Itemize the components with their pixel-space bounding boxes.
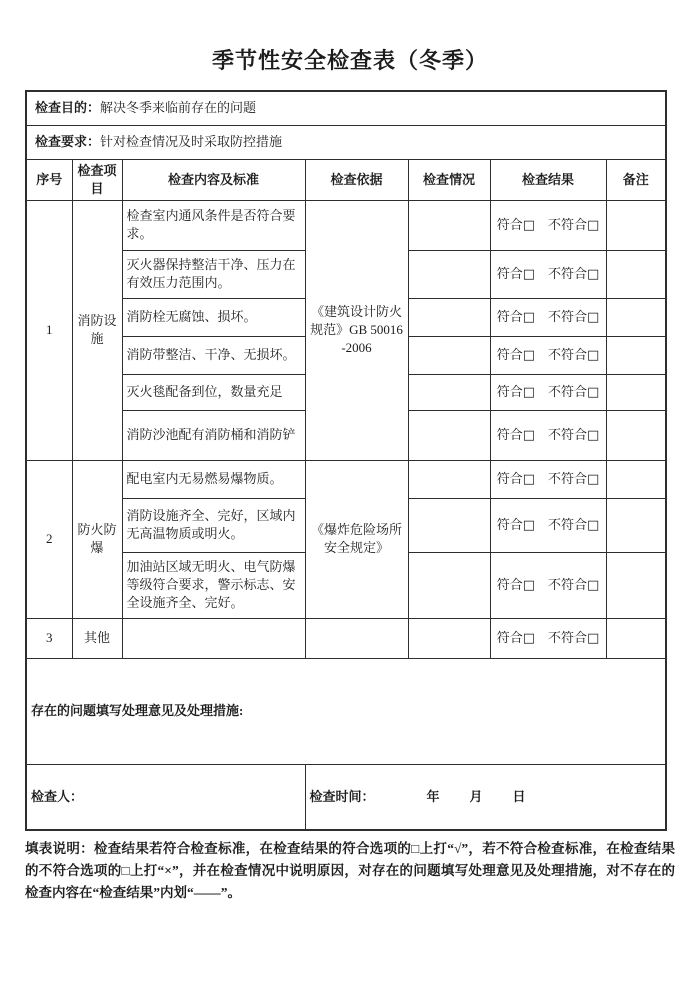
remark-cell [606, 336, 666, 374]
page-title: 季节性安全检查表（冬季） [211, 48, 488, 73]
table-row [26, 618, 666, 658]
comply-checkbox: □ [522, 577, 535, 593]
result-cell [490, 374, 606, 410]
comply-checkbox: □ [522, 630, 535, 646]
comply-label: 符合 [496, 383, 523, 399]
situation-cell [408, 250, 490, 298]
comply-checkbox: □ [522, 384, 535, 400]
comply-label: 符合 [496, 265, 523, 281]
remark-cell [606, 200, 666, 250]
situation-cell [408, 410, 490, 460]
not-comply-label: 不符合 [548, 426, 588, 442]
group-serial: 1 [26, 200, 72, 460]
table-row [26, 460, 666, 498]
not-comply-label: 不符合 [548, 516, 588, 532]
comply-label: 符合 [496, 576, 523, 592]
purpose-cell [26, 91, 666, 125]
not-comply-label: 不符合 [548, 308, 588, 324]
col-header-result: 检查结果 [490, 159, 606, 200]
result-cell [490, 498, 606, 552]
header-row [26, 159, 666, 200]
comply-label: 符合 [496, 629, 523, 645]
not-comply-label: 不符合 [548, 265, 588, 281]
situation-cell [408, 374, 490, 410]
inspector-label: 检查人： [31, 788, 84, 804]
situation-cell [408, 200, 490, 250]
comply-label: 符合 [496, 426, 523, 442]
comply-label: 符合 [496, 216, 523, 232]
content-cell: 检查室内通风条件是否符合要求。 [122, 200, 305, 250]
not-comply-checkbox: □ [587, 384, 600, 400]
comply-checkbox: □ [522, 471, 535, 487]
comply-checkbox: □ [522, 217, 535, 233]
col-header-item: 检查项目 [72, 159, 122, 200]
comply-checkbox: □ [522, 347, 535, 363]
group-item: 防火防爆 [72, 460, 122, 618]
situation-cell [408, 552, 490, 618]
not-comply-label: 不符合 [548, 629, 588, 645]
issues-row [26, 658, 666, 764]
not-comply-checkbox: □ [587, 517, 600, 533]
result-cell [490, 200, 606, 250]
remark-cell [606, 618, 666, 658]
col-header-remark: 备注 [606, 159, 666, 200]
remark-cell [606, 410, 666, 460]
inspector-cell [26, 764, 305, 830]
comply-label: 符合 [496, 470, 523, 486]
situation-cell [408, 618, 490, 658]
requirement-value: 针对检查情况及时采取防控措施 [100, 134, 283, 149]
comply-checkbox: □ [522, 427, 535, 443]
issues-cell: 存在的问题填写处理意见及处理措施: [26, 658, 666, 764]
inspection-time-cell [305, 764, 666, 830]
purpose-label: 检查目的： [35, 100, 101, 116]
month-label: 月 [469, 788, 483, 804]
result-cell [490, 250, 606, 298]
result-cell [490, 298, 606, 336]
comply-checkbox: □ [522, 266, 535, 282]
situation-cell [408, 498, 490, 552]
content-cell: 灭火毯配备到位，数量充足 [122, 374, 305, 410]
result-cell [490, 460, 606, 498]
fill-instructions: 填表说明：检查结果若符合检查标准，在检查结果的符合选项的□上打“√”，若不符合检查标准，在检查结果的不符合选项的□上打“×”，并在检查情况中说明原因，对存在的问题填写处理意见及处理措施，对不存在的检查内容在“检查结果”内划“——”。 [25, 841, 675, 900]
result-cell [490, 552, 606, 618]
time-label: 检查时间： [309, 788, 375, 804]
not-comply-label: 不符合 [548, 576, 588, 592]
not-comply-checkbox: □ [587, 427, 600, 443]
not-comply-checkbox: □ [587, 217, 600, 233]
not-comply-checkbox: □ [587, 266, 600, 282]
not-comply-checkbox: □ [587, 577, 600, 593]
table-row [26, 200, 666, 250]
not-comply-label: 不符合 [548, 470, 588, 486]
col-header-basis: 检查依据 [305, 159, 408, 200]
purpose-row [26, 91, 666, 125]
basis-cell: 《爆炸危险场所安全规定》 [305, 460, 408, 618]
requirement-row [26, 125, 666, 159]
situation-cell [408, 460, 490, 498]
remark-cell [606, 552, 666, 618]
not-comply-checkbox: □ [587, 630, 600, 646]
purpose-value: 解决冬季来临前存在的问题 [100, 100, 257, 116]
basis-cell [305, 618, 408, 658]
content-cell: 灭火器保持整洁干净、压力在有效压力范围内。 [122, 250, 305, 298]
remark-cell [606, 298, 666, 336]
basis-cell: 《建筑设计防火规范》GB 50016-2006 [305, 200, 408, 460]
comply-label: 符合 [496, 516, 523, 532]
remark-cell [606, 374, 666, 410]
group-serial: 2 [26, 460, 72, 618]
situation-cell [408, 336, 490, 374]
remark-cell [606, 250, 666, 298]
group-item: 其他 [72, 618, 122, 658]
result-cell [490, 410, 606, 460]
content-cell: 消防沙池配有消防桶和消防铲 [122, 410, 305, 460]
not-comply-checkbox: □ [587, 347, 600, 363]
content-cell: 消防栓无腐蚀、损坏。 [122, 298, 305, 336]
content-cell: 消防设施齐全、完好，区域内无高温物质或明火。 [122, 498, 305, 552]
comply-label: 符合 [496, 308, 523, 324]
situation-cell [408, 298, 490, 336]
comply-checkbox: □ [522, 309, 535, 325]
not-comply-checkbox: □ [587, 309, 600, 325]
not-comply-label: 不符合 [548, 216, 588, 232]
col-header-content: 检查内容及标准 [122, 159, 305, 200]
not-comply-label: 不符合 [548, 383, 588, 399]
content-cell [122, 618, 305, 658]
content-cell: 消防带整洁、干净、无损坏。 [122, 336, 305, 374]
day-label: 日 [512, 788, 526, 804]
signature-row [26, 764, 666, 830]
result-cell [490, 618, 606, 658]
group-serial: 3 [26, 618, 72, 658]
requirement-cell [26, 125, 666, 159]
col-header-serial: 序号 [26, 159, 72, 200]
not-comply-label: 不符合 [548, 346, 588, 362]
result-cell [490, 336, 606, 374]
group-item: 消防设施 [72, 200, 122, 460]
remark-cell [606, 498, 666, 552]
remark-cell [606, 460, 666, 498]
comply-checkbox: □ [522, 517, 535, 533]
inspection-table [25, 90, 667, 831]
year-label: 年 [426, 788, 440, 804]
requirement-label: 检查要求： [35, 134, 101, 149]
content-cell: 加油站区域无明火、电气防爆等级符合要求，警示标志、安全设施齐全、完好。 [122, 552, 305, 618]
col-header-situation: 检查情况 [408, 159, 490, 200]
comply-label: 符合 [496, 346, 523, 362]
content-cell: 配电室内无易燃易爆物质。 [122, 460, 305, 498]
not-comply-checkbox: □ [587, 471, 600, 487]
